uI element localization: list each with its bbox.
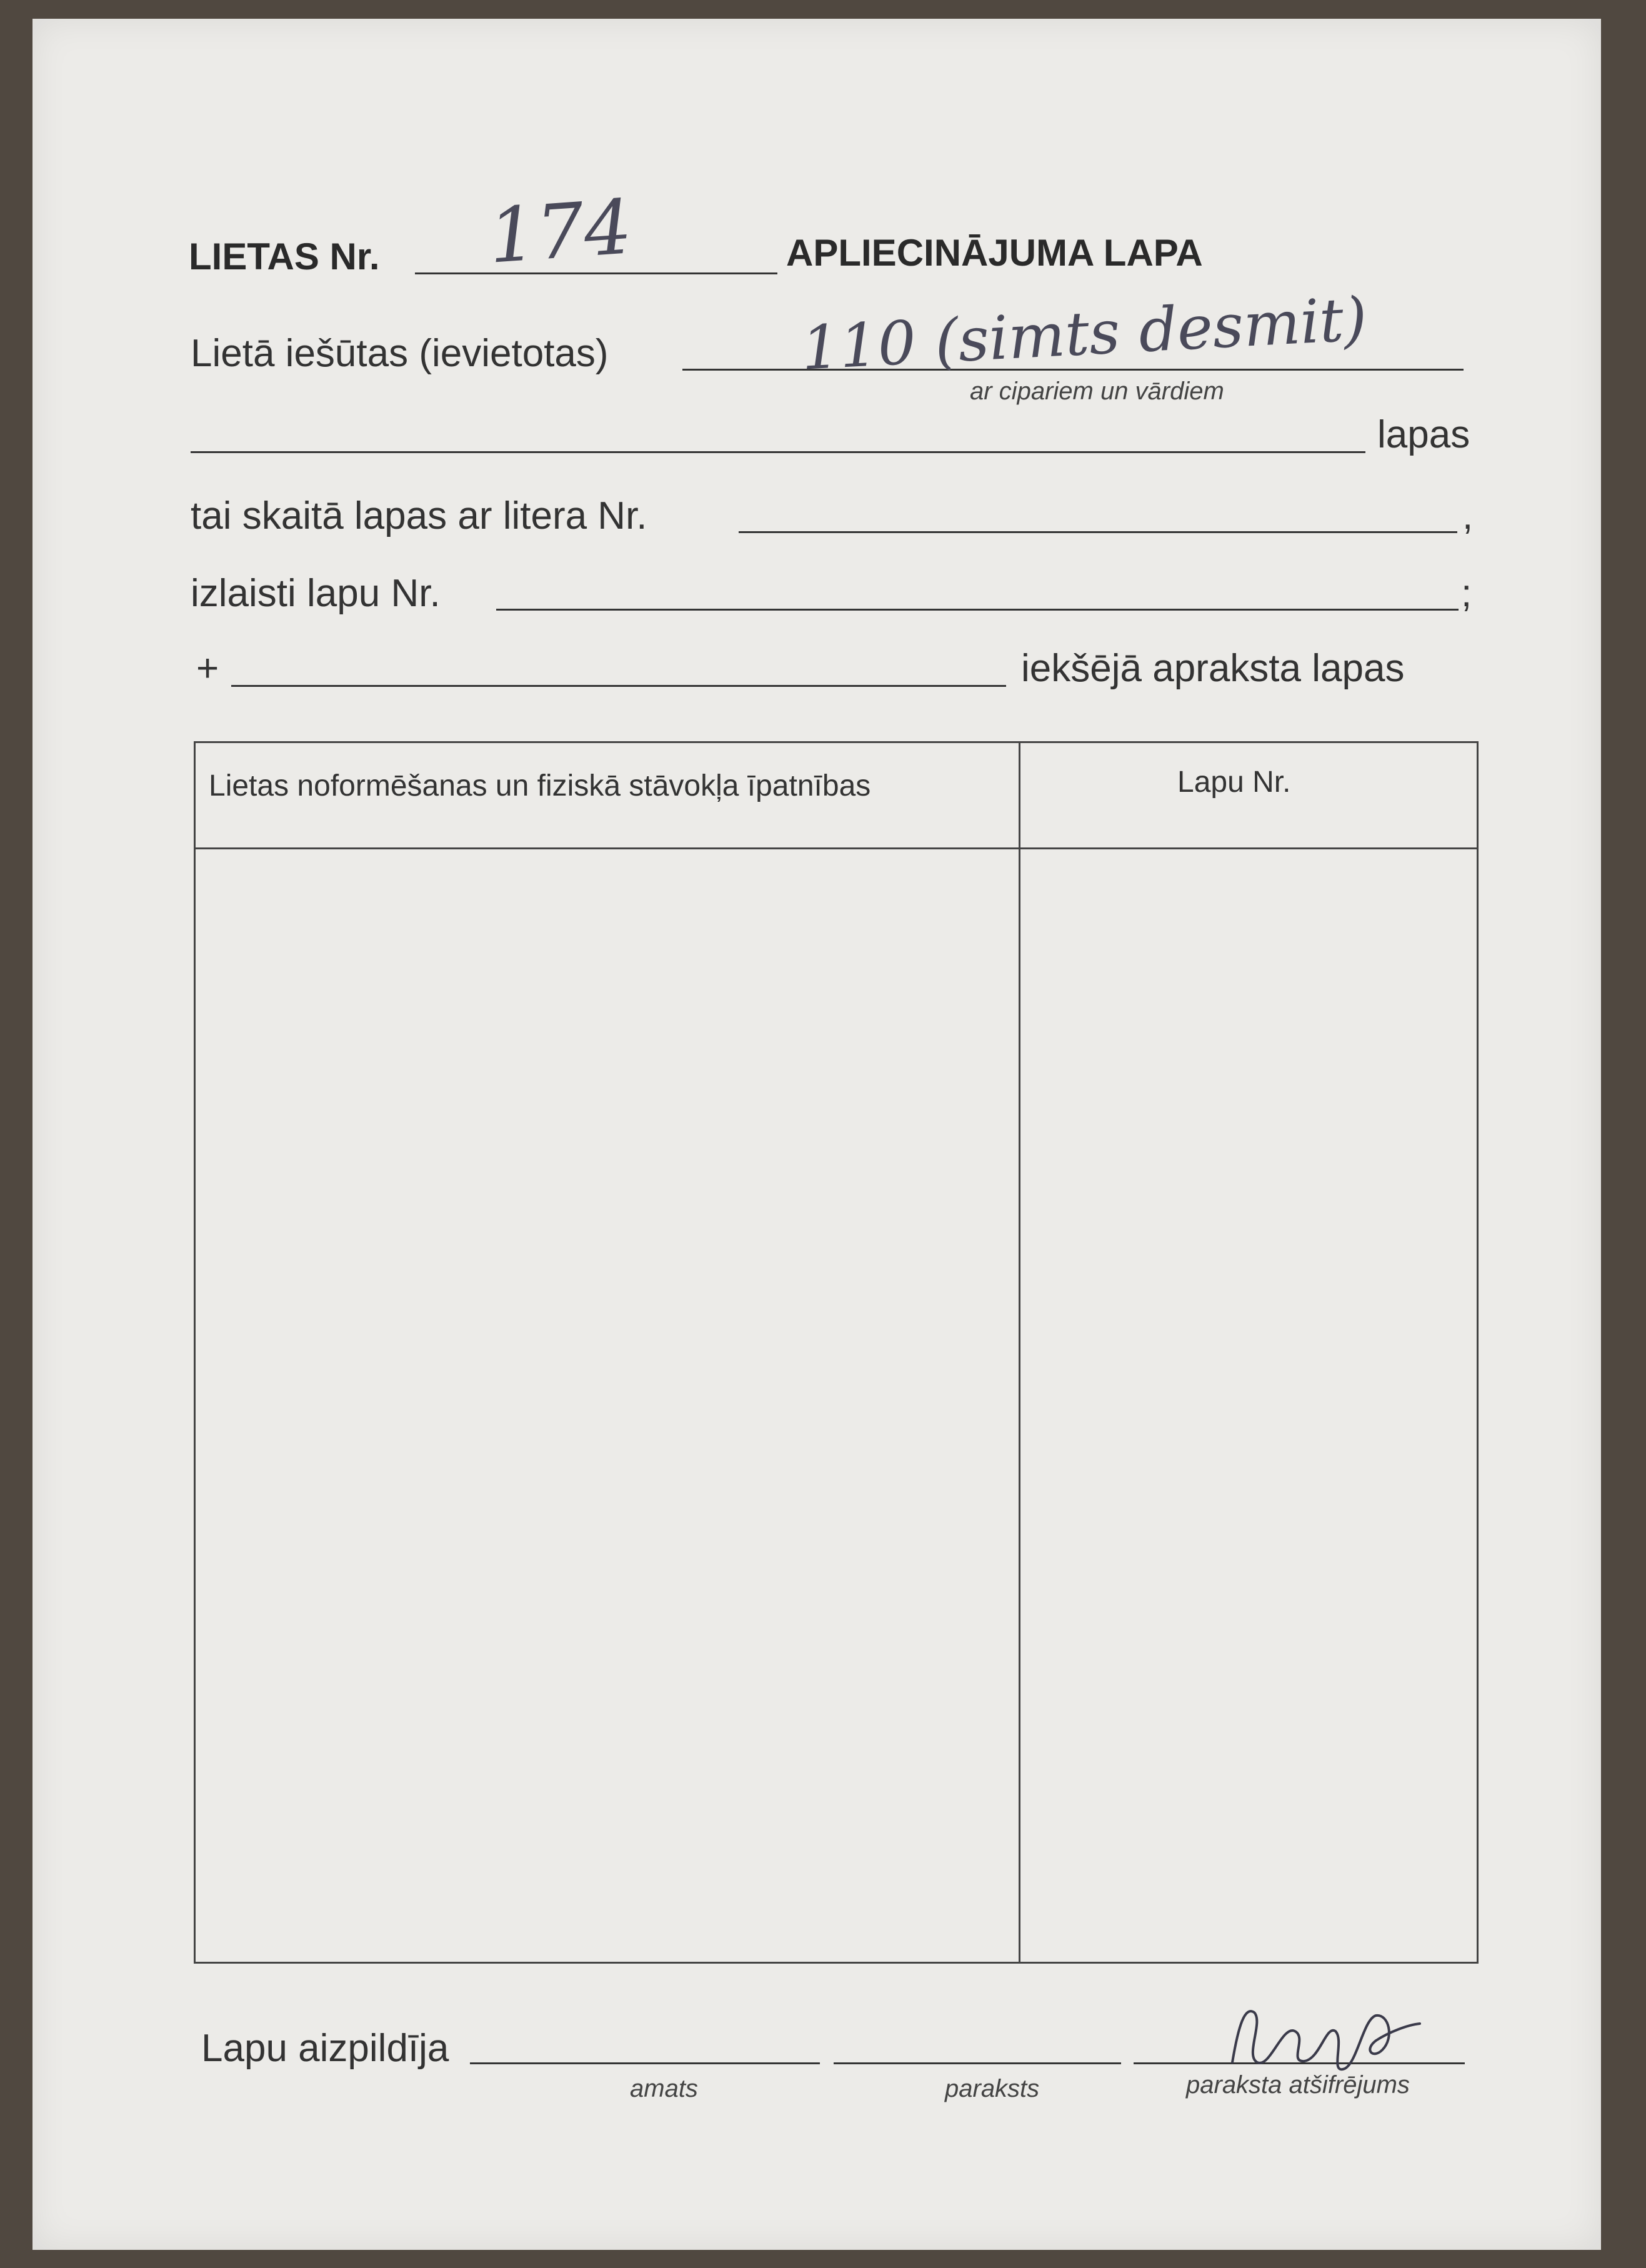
table-header-page-numbers: Lapu Nr. xyxy=(1177,766,1291,799)
inner-line xyxy=(231,685,1006,687)
decipher-hint: paraksta atšifrējums xyxy=(1186,2071,1410,2099)
table-column-divider xyxy=(1019,741,1020,1962)
form-title: APLIECINĀJUMA LAPA xyxy=(786,232,1203,274)
position-hint: amats xyxy=(630,2075,698,2102)
litera-line xyxy=(739,531,1457,533)
pages-count-hint: ar cipariem un vārdiem xyxy=(970,377,1224,405)
pages-count-handwritten: 110 (simts desmit) xyxy=(799,284,1369,384)
document-sheet xyxy=(32,19,1601,2250)
pages-suffix: lapas xyxy=(1377,413,1470,456)
omitted-label: izlaisti lapu Nr. xyxy=(191,572,441,615)
signature-hint: paraksts xyxy=(945,2075,1040,2102)
handwritten-signature xyxy=(1220,1987,1445,2087)
case-number-handwritten: 174 xyxy=(486,184,635,281)
omitted-line xyxy=(496,609,1459,611)
litera-label: tai skaitā lapas ar litera Nr. xyxy=(191,494,647,537)
case-number-label: LIETAS Nr. xyxy=(189,236,380,277)
signature-line xyxy=(834,2062,1121,2064)
table-header-features: Lietas noformēšanas un fiziskā stāvokļa īpatnības xyxy=(209,769,871,802)
pages-continuation-line xyxy=(191,451,1365,453)
notes-table xyxy=(194,741,1479,1964)
position-line xyxy=(470,2062,820,2064)
inner-suffix: iekšējā apraksta lapas xyxy=(1021,647,1405,690)
table-header-divider xyxy=(194,847,1477,849)
litera-end: , xyxy=(1462,494,1474,537)
omitted-end: ; xyxy=(1461,572,1472,615)
pages-label: Lietā iešūtas (ievietotas) xyxy=(191,332,609,375)
filled-by-label: Lapu aizpildīja xyxy=(201,2027,449,2070)
inner-prefix: + xyxy=(196,647,219,690)
